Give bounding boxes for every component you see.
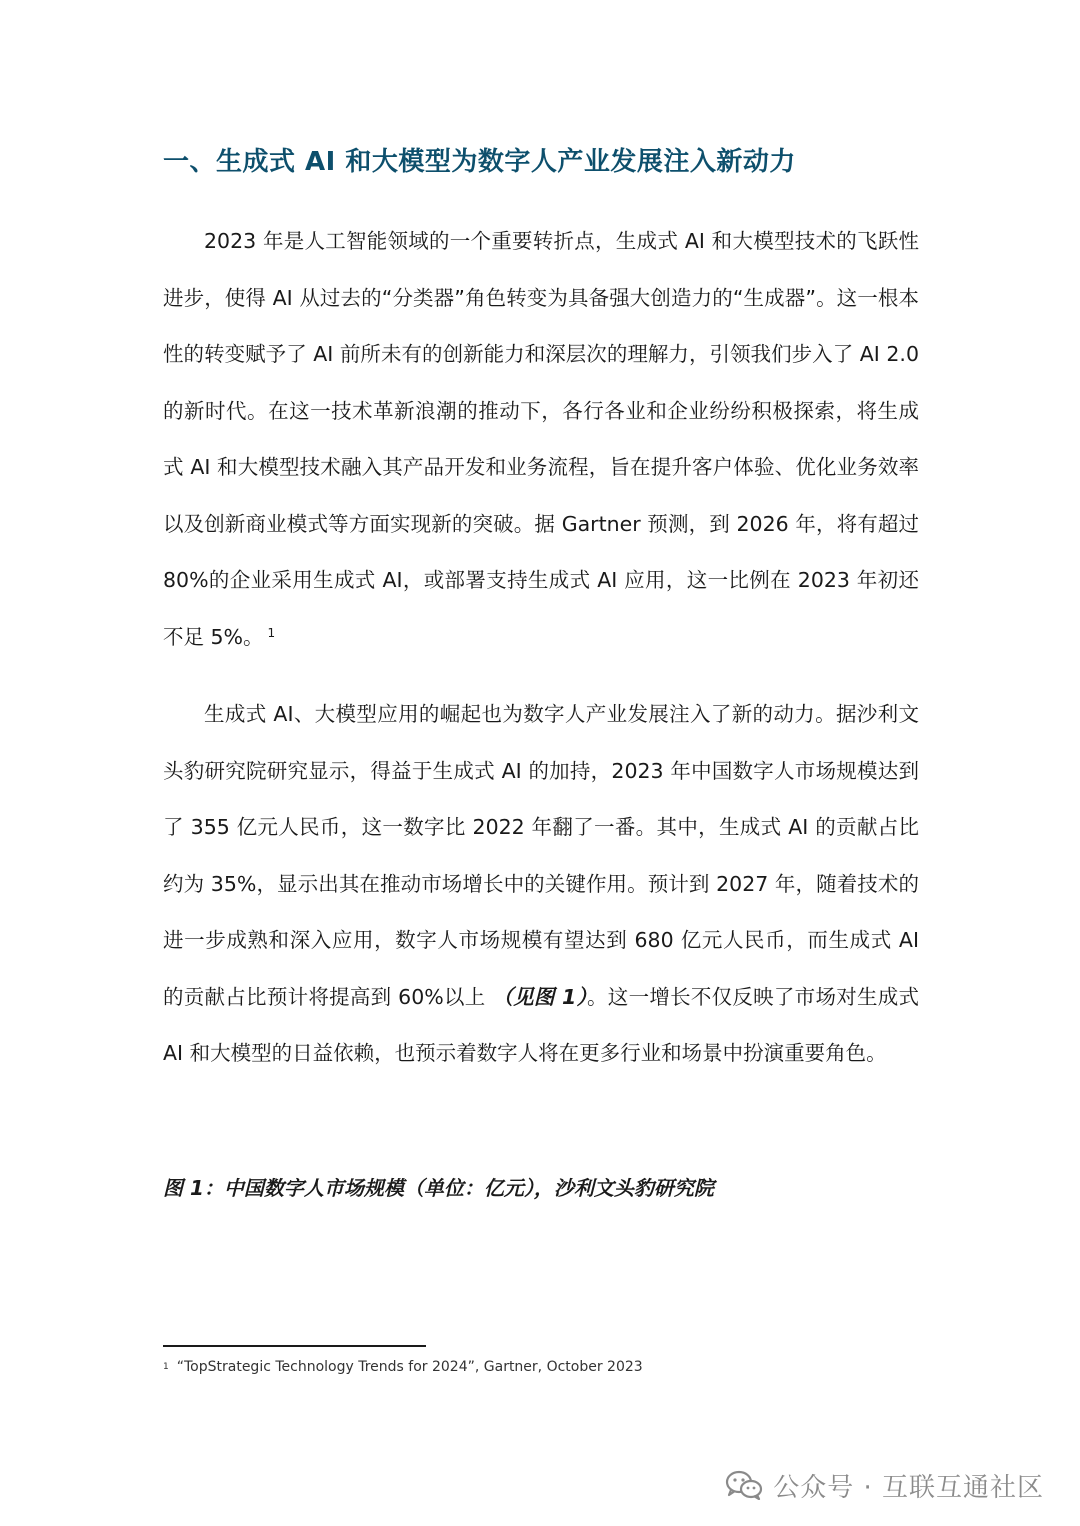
body-paragraph-2 — [163, 686, 919, 1082]
section-heading: 一、生成式 AI 和大模型为数字人产业发展注入新动力 — [163, 147, 796, 177]
paragraph-2-text-before: 生成式 AI、大模型应用的崛起也为数字人产业发展注入了新的动力。据沙利文头豹研究院研究显示，得益于生成式 AI 的加持，2023 年中国数字人市场规模达到了 355 亿元人民币，这一数字比 2022 年翻了一番。其中，生成式 AI 的贡献占比约为 35%，显示出其在推动市场增长中的关键作用。预计到 2027 年，随着技术的进一步成熟和深入应用，数字人市场规模有望达到 680 亿元人民币，而生成式 AI 的贡献占比预计将提高到 60%以上 — [163, 702, 919, 1009]
footnote-text: “TopStrategic Technology Trends for 2024”, Gartner, October 2023 — [176, 1359, 643, 1375]
paragraph-2-text-after: 。这一增长不仅反映了市场对生成式 AI 和大模型的日益依赖，也预示着数字人将在更多行业和场景中扮演重要角色。 — [163, 984, 919, 1065]
watermark-text: 公众号 · 互联互通社区 — [773, 1472, 1044, 1503]
body-paragraph-1 — [163, 213, 919, 665]
paragraph-1-text: 2023 年是人工智能领域的一个重要转折点，生成式 AI 和大模型技术的飞跃性进步，使得 AI 从过去的“分类器”角色转变为具备强大创造力的“生成器”。这一根本性的转变赋予了 AI 前所未有的创新能力和深层次的理解力，引领我们步入了 AI 2.0 的新时代。在这一技术革新浪潮的推动下，各行各业和企业纷纷积极探索，将生成式 AI 和大模型技术融入其产品开发和业务流程，旨在提升客户体验、优化业务效率以及创新商业模式等方面实现新的突破。据 Gartner 预测，到 2026 年，将有超过 80%的企业采用生成式 AI，或部署支持生成式 AI 应用，这一比例在 2023 年初还不足 5%。 — [163, 229, 919, 649]
figure-reference: （见图 1） — [492, 984, 588, 1009]
watermark — [725, 1460, 1044, 1510]
footnote-mark: 1 — [163, 1362, 169, 1372]
wechat-icon — [725, 1470, 763, 1500]
footnote-divider — [163, 1345, 426, 1347]
figure-caption: 图 1：中国数字人市场规模（单位：亿元），沙利文头豹研究院 — [163, 1176, 714, 1200]
footnote — [163, 1356, 643, 1378]
footnote-reference[interactable]: 1 — [267, 625, 276, 640]
